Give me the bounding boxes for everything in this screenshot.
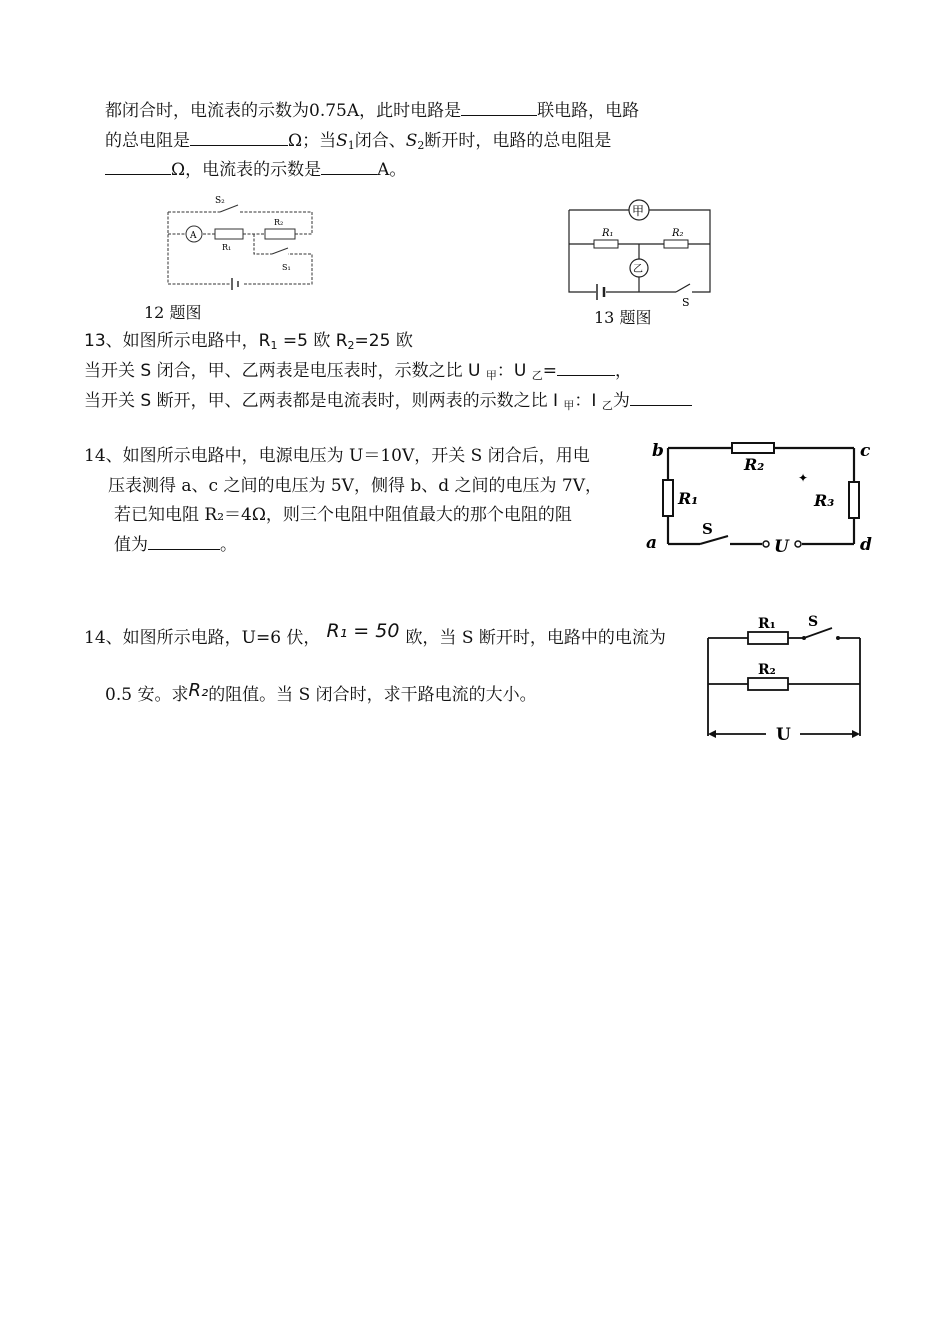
s1-label: S₁	[282, 263, 291, 272]
q14a-line-4: 值为 。	[114, 535, 237, 555]
blank-circuit-type[interactable]	[461, 99, 537, 116]
q13-line-2: 当开关 S 闭合，甲、乙两表是电压表时，示数之比 U $_甲$：U $_乙$= ，	[84, 361, 632, 382]
meter-jia-label: 甲	[632, 204, 645, 218]
r2-label: R₂	[758, 662, 776, 678]
figure-14a-circuit	[642, 436, 878, 556]
q14b-line-2: 0.5 安。求R₂的阻值。当 S 闭合时，求干路电流的大小。	[105, 680, 537, 705]
node-c-label: c	[860, 441, 871, 461]
node-d-label: d	[860, 535, 872, 555]
r2-expression: R₂	[188, 680, 209, 701]
q12-line-2: 的总电阻是 Ω；当$S_1$闭合、$S_2$断开时，电路的总电阻是	[105, 131, 612, 152]
meter-yi-label: 乙	[633, 264, 643, 275]
q13-line-3: 当开关 S 断开，甲、乙两表都是电流表时，则两表的示数之比 I $_甲$：I $_乙$为	[84, 389, 692, 417]
r2-label: R₂	[672, 228, 684, 239]
r1-label: R₁	[602, 228, 614, 239]
node-b-label: b	[652, 441, 664, 461]
q13-line-1: 13、如图所示电路中，$R_1 =5$ 欧 $R_2=25$ 欧	[84, 331, 413, 352]
blank-max-resistance[interactable]	[148, 533, 220, 550]
s2-label: S₂	[215, 196, 225, 206]
r2-label: R₂	[744, 455, 765, 474]
r2-label: R₂	[274, 218, 284, 227]
q12-line-1: 都闭合时，电流表的示数为0.75A，此时电路是 联电路，电路	[105, 101, 640, 121]
blank-total-resistance[interactable]	[190, 129, 288, 146]
switch-s-label: S	[808, 614, 819, 630]
figure-13-caption: 13 题图	[594, 308, 652, 327]
stray-mark: ✦	[798, 471, 809, 485]
r1-label: R₁	[758, 616, 776, 632]
figure-13-circuit	[566, 196, 712, 306]
ammeter-label: A	[190, 231, 197, 241]
switch-s-label: S	[702, 520, 713, 538]
figure-14b-circuit	[704, 612, 864, 746]
q12-line-3: Ω，电流表的示数是 A。	[105, 158, 406, 181]
q14a-line-2: 压表测得 a、c 之间的电压为 5V，侧得 b、d 之间的电压为 7V，	[108, 476, 603, 496]
blank-current-ratio[interactable]	[630, 389, 692, 406]
blank-resistance-2[interactable]	[105, 158, 171, 175]
r3-label: R₃	[814, 491, 835, 510]
r1-label: R₁	[222, 243, 232, 252]
switch-s-label: S	[682, 296, 690, 306]
q14a-line-1: 14、如图所示电路中，电源电压为 U＝10V，开关 S 闭合后，用电	[84, 446, 590, 466]
blank-current[interactable]	[321, 158, 377, 175]
node-a-label: a	[646, 533, 658, 553]
q14b-line-1: 14、如图所示电路，U=6 伏， R₁ = 50 欧，当 S 断开时，电路中的电流为	[84, 620, 666, 648]
voltage-u-label: U	[776, 725, 791, 745]
q14a-line-3: 若已知电阻 R₂＝4Ω，则三个电阻中阻值最大的那个电阻的阻	[114, 505, 572, 525]
r1-label: R₁	[678, 489, 699, 508]
figure-12-caption: 12 题图	[144, 303, 202, 322]
blank-voltage-ratio[interactable]	[557, 359, 615, 376]
r1-expression: R₁ = 50	[326, 620, 400, 642]
voltage-u-label: U	[774, 537, 789, 556]
figure-12-circuit	[160, 192, 320, 292]
